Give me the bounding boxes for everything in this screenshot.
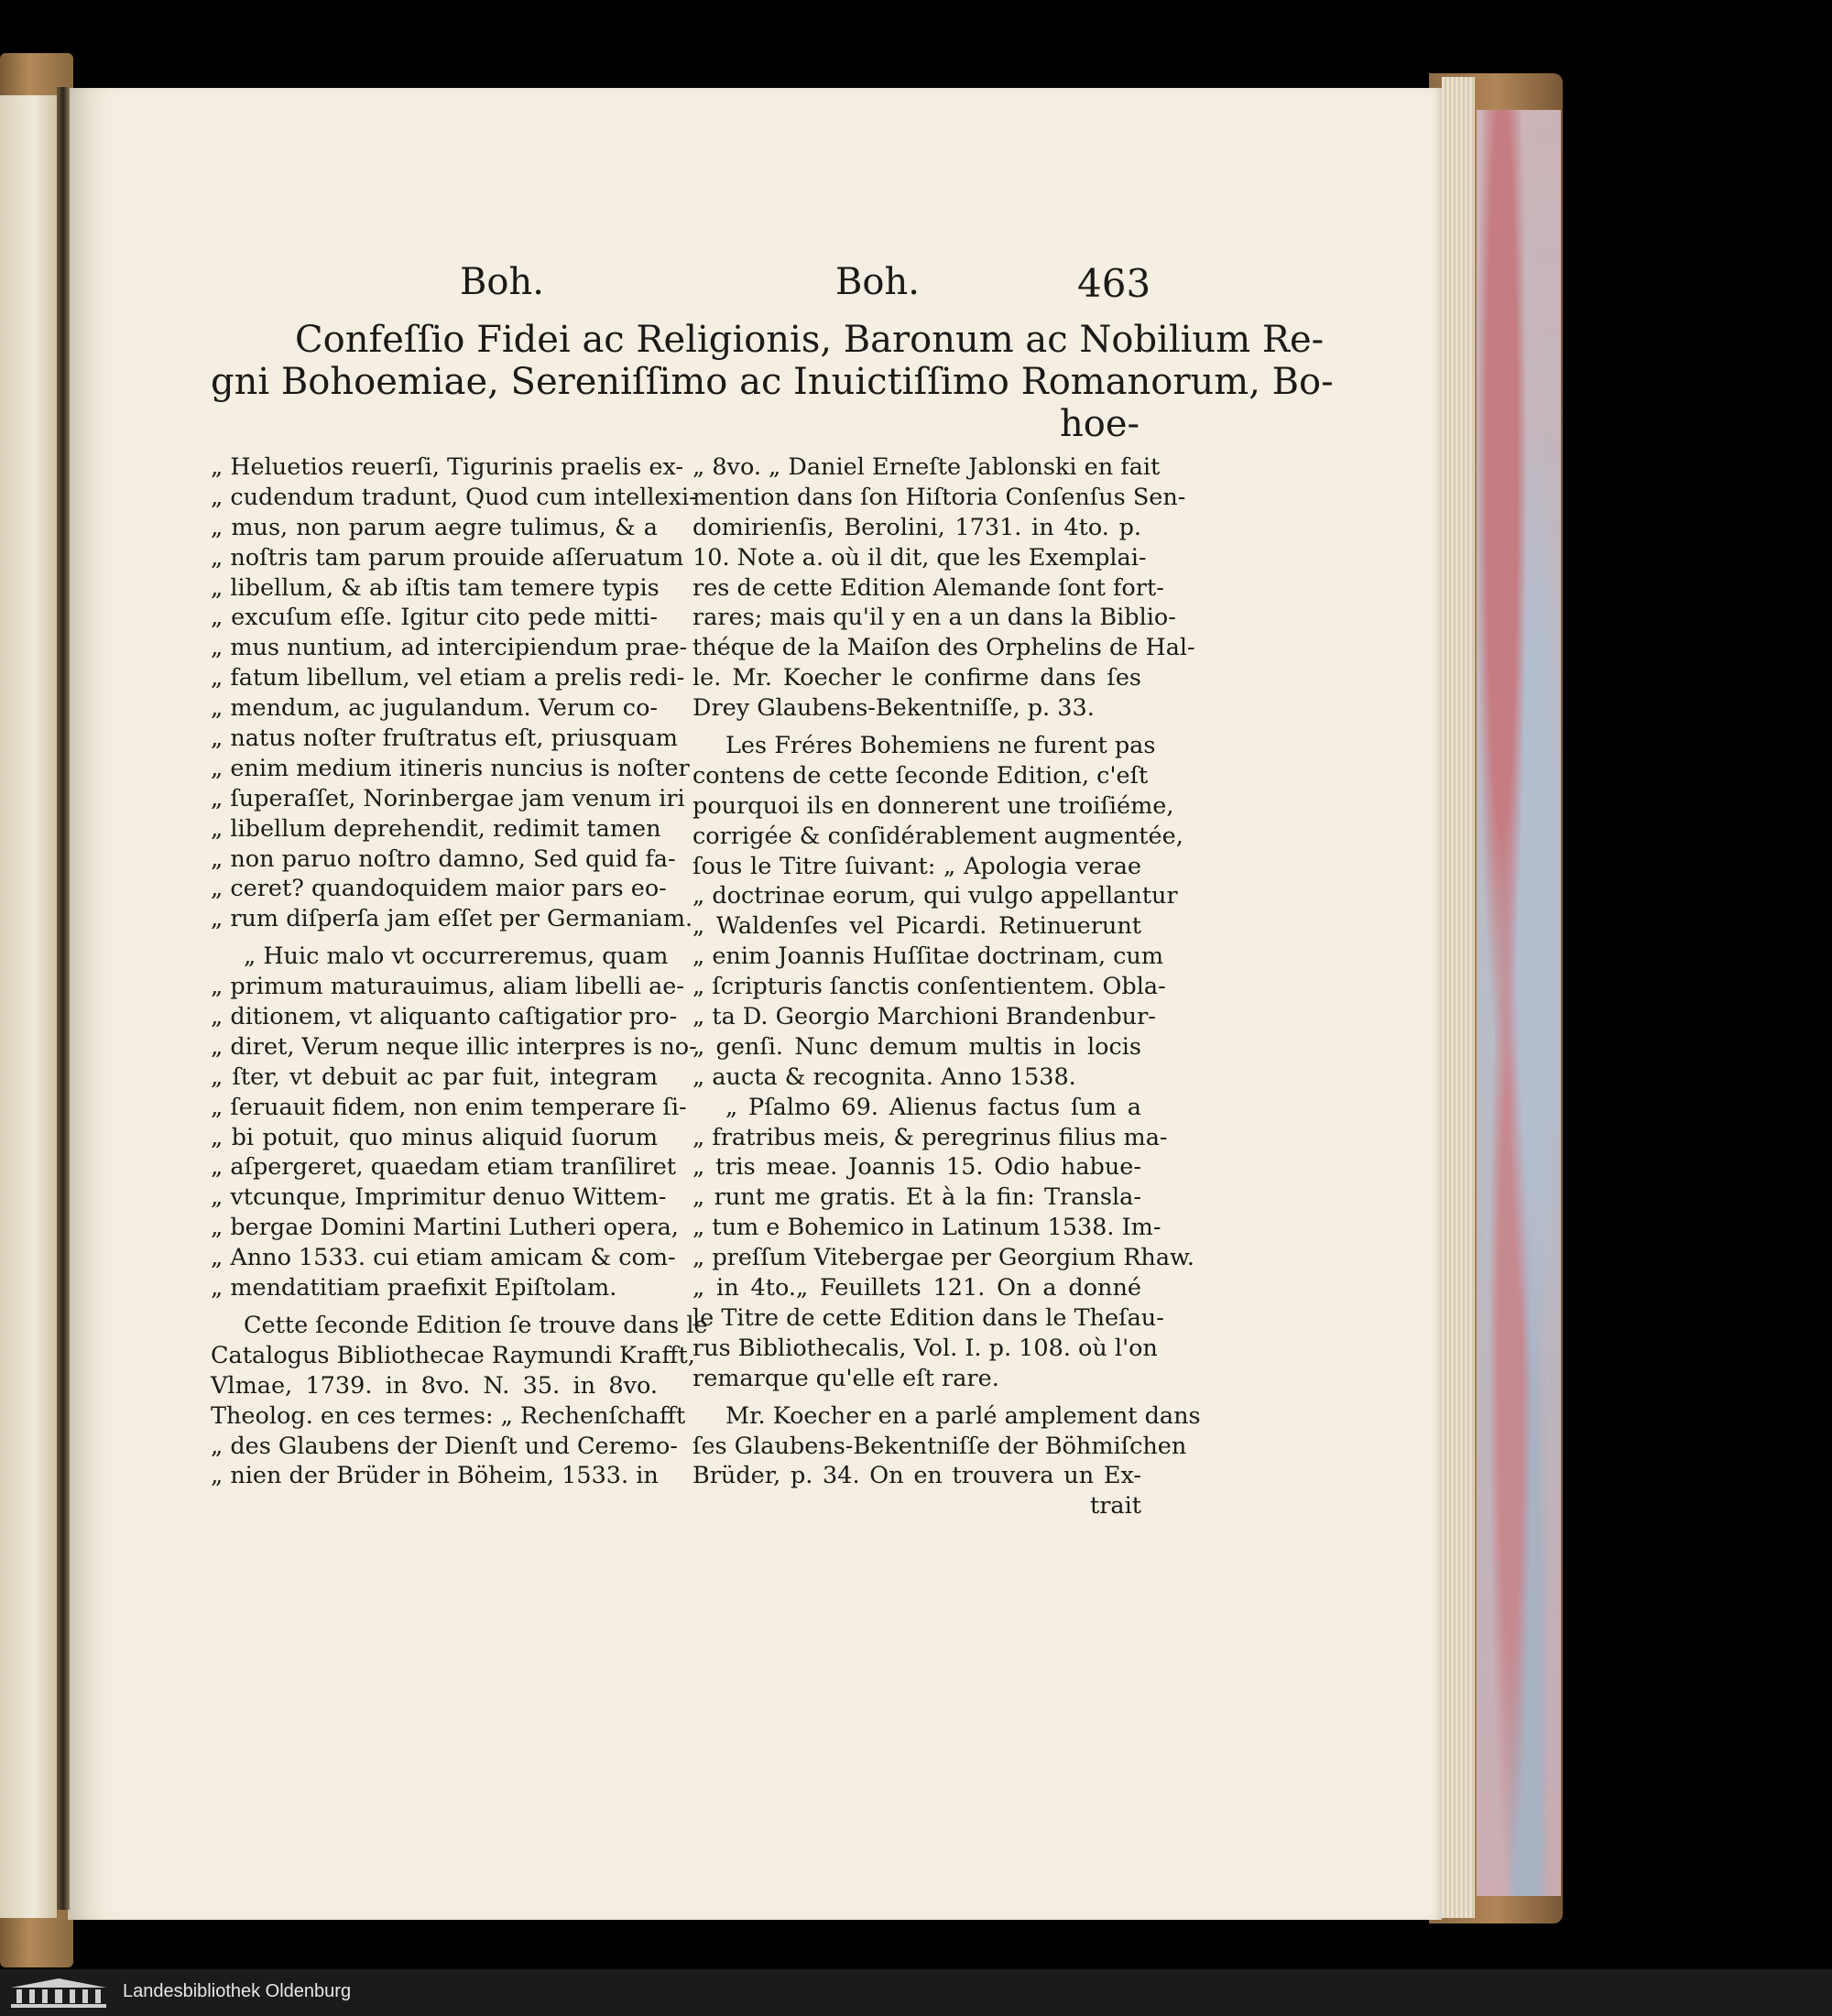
text-line: „ ditionem, vt aliquanto caſtigatior pro- bbox=[211, 1003, 678, 1031]
library-building-icon bbox=[9, 1977, 108, 2010]
text-line: „ mus, non parum aegre tulimus, & a bbox=[211, 513, 658, 541]
text-line: „ des Glaubens der Dienſt und Ceremo- bbox=[211, 1432, 679, 1460]
text-line: corrigée & conſidérablement augmentée, bbox=[692, 822, 1183, 850]
text-line: „ in 4to.„ Feuillets 121. On a donné bbox=[692, 1274, 1141, 1302]
text-line: „ fratribus meis, & peregrinus filius ma- bbox=[692, 1123, 1168, 1151]
text-line: „ aucta & recognita. Anno 1538. bbox=[692, 1062, 1076, 1091]
text-line: remarque qu'elle eſt rare. bbox=[692, 1364, 999, 1392]
text-line: „ bi potuit, quo minus aliquid ſuorum bbox=[211, 1123, 658, 1151]
text-line: „ enim medium itineris nuncius is noſter bbox=[211, 754, 690, 782]
text-line: „ diret, Verum neque illic interpres is no- bbox=[211, 1032, 697, 1061]
text-line: res de cette Edition Alemande ſont fort- bbox=[692, 573, 1164, 602]
text-line: „ tris meae. Joannis 15. Odio habue- bbox=[692, 1153, 1141, 1182]
left-page-edge bbox=[0, 95, 57, 1918]
text-line: „ non paruo noſtro damno, Sed quid fa- bbox=[211, 845, 676, 873]
text-line: Brüder, p. 34. On en trouvera un Ex- bbox=[692, 1462, 1141, 1490]
text-line: „ ta D. Georgio Marchioni Brandenbur- bbox=[692, 1003, 1156, 1031]
text-line: „ ceret? quandoquidem maior pars eo- bbox=[211, 875, 667, 903]
text-line: „ preſſum Vitebergae per Georgium Rhaw. bbox=[692, 1244, 1194, 1272]
catchword: trait bbox=[1089, 1492, 1141, 1520]
text-line: rares; mais qu'il y en a un dans la Biblio- bbox=[692, 604, 1176, 632]
text-line: Les Fréres Bohemiens ne furent pas bbox=[725, 732, 1156, 760]
text-line: „ Heluetios reuerſi, Tigurinis praelis ex- bbox=[211, 453, 684, 481]
text-line: Cette ſeconde Edition ſe trouve dans le bbox=[244, 1311, 708, 1339]
gutter bbox=[57, 87, 70, 1910]
text-line: domirienſis, Berolini, 1731. in 4to. p. bbox=[692, 513, 1141, 541]
text-line: „ mendum, ac jugulandum. Verum co- bbox=[211, 694, 659, 723]
text-line: „ nien der Brüder in Böheim, 1533. in bbox=[211, 1462, 659, 1490]
text-line: „ genſi. Nunc demum multis in locis bbox=[692, 1032, 1141, 1061]
text-line: „ enim Joannis Huſſitae doctrinam, cum bbox=[692, 943, 1164, 971]
text-line: contens de cette ſeconde Edition, c'eſt bbox=[692, 761, 1149, 790]
library-name: Landesbibliothek Oldenburg bbox=[123, 1981, 352, 2001]
text-line: ſes Glaubens-Bekentniſſe der Böhmiſchen bbox=[692, 1432, 1187, 1460]
text-line: „ excuſum eſſe. Igitur cito pede mitti- bbox=[211, 604, 658, 632]
text-line: „ cudendum tradunt, Quod cum intellexi- bbox=[211, 483, 697, 511]
text-line: „ primum maturauimus, aliam libelli ae- bbox=[211, 973, 685, 1001]
text-line: „ 8vo. „ Daniel Erneſte Jablonski en fait bbox=[692, 453, 1161, 481]
page-number: 463 bbox=[1077, 261, 1151, 306]
running-head-center: Boh. bbox=[835, 261, 920, 303]
text-line: „ vtcunque, Imprimitur denuo Wittem- bbox=[211, 1183, 667, 1212]
text-line: „ ſeruauit fidem, non enim temperare ſi- bbox=[211, 1093, 687, 1121]
text-line: mention dans ſon Hiſtoria Conſenſus Sen- bbox=[692, 483, 1186, 511]
text-line: „ Waldenſes vel Picardi. Retinuerunt bbox=[692, 912, 1141, 941]
text-line: „ aſpergeret, quaedam etiam tranſiliret bbox=[211, 1153, 677, 1182]
text-line: „ fatum libellum, vel etiam a prelis redi- bbox=[211, 664, 685, 692]
text-line: „ mus nuntium, ad intercipiendum prae- bbox=[211, 634, 688, 662]
text-line: „ noſtris tam parum prouide aſſeruatum bbox=[211, 543, 684, 572]
text-line: Drey Glaubens-Bekentniſſe, p. 33. bbox=[692, 694, 1095, 723]
right-column bbox=[692, 452, 1201, 1521]
text-line: „ Anno 1533. cui etiam amicam & com- bbox=[211, 1244, 676, 1272]
title-line: hoe- bbox=[1059, 403, 1140, 445]
text-line: „ libellum, & ab iſtis tam temere typis bbox=[211, 573, 660, 602]
page-block-edge bbox=[1442, 77, 1475, 1918]
text-line: „ bergae Domini Martini Lutheri opera, bbox=[211, 1214, 679, 1242]
entry-title bbox=[211, 319, 1334, 445]
text-line: „ natus noſter fruſtratus eſt, priusquam bbox=[211, 725, 678, 753]
text-line: „ rum diſperſa jam eſſet per Germaniam. bbox=[211, 905, 693, 933]
text-line: Theolog. en ces termes: „ Rechenſchafft bbox=[211, 1401, 686, 1430]
left-column bbox=[211, 452, 708, 1491]
text-line: 10. Note a. où il dit, que les Exemplai- bbox=[692, 543, 1147, 572]
marbled-edge bbox=[1477, 110, 1561, 1896]
text-line: Vlmae, 1739. in 8vo. N. 35. in 8vo. bbox=[211, 1371, 658, 1400]
text-line: le. Mr. Koecher le confirme dans ſes bbox=[692, 664, 1141, 692]
text-line: „ ſuperaſſet, Norinbergae jam venum iri bbox=[211, 784, 685, 812]
text-line: „ Huic malo vt occurreremus, quam bbox=[244, 943, 669, 971]
text-line: „ Pſalmo 69. Alienus factus ſum a bbox=[725, 1093, 1141, 1121]
text-line: Catalogus Bibliothecae Raymundi Krafft, bbox=[211, 1341, 695, 1369]
title-line: gni Bohoemiae, Sereniſſimo ac Inuictiſſimo Romanorum, Bo- bbox=[211, 361, 1334, 403]
text-line: le Titre de cette Edition dans le Theſau- bbox=[692, 1303, 1164, 1332]
text-line: „ ſter, vt debuit ac par fuit, integram bbox=[211, 1062, 658, 1091]
running-head-left: Boh. bbox=[460, 261, 544, 303]
text-line: „ libellum deprehendit, redimit tamen bbox=[211, 814, 661, 843]
viewer-footer bbox=[0, 1969, 1832, 2016]
text-line: „ mendatitiam praefixit Epiſtolam. bbox=[211, 1274, 617, 1302]
text-line: Mr. Koecher en a parlé amplement dans bbox=[725, 1401, 1201, 1430]
text-line: „ doctrinae eorum, qui vulgo appellantur bbox=[692, 882, 1178, 910]
text-line: „ tum e Bohemico in Latinum 1538. Im- bbox=[692, 1214, 1161, 1242]
text-line: „ runt me gratis. Et à la fin: Transla- bbox=[692, 1183, 1141, 1212]
text-line: théque de la Maiſon des Orphelins de Hal- bbox=[692, 634, 1195, 662]
text-line: „ ſcripturis ſanctis conſentientem. Obla- bbox=[692, 973, 1166, 1001]
text-line: ſous le Titre ſuivant: „ Apologia verae bbox=[692, 852, 1141, 880]
title-line: Confeſſio Fidei ac Religionis, Baronum ac Nobilium Re- bbox=[295, 319, 1325, 361]
text-line: rus Bibliothecalis, Vol. I. p. 108. où l'on bbox=[692, 1334, 1158, 1362]
text-line: pourquoi ils en donnerent une troiſiéme, bbox=[692, 791, 1174, 820]
